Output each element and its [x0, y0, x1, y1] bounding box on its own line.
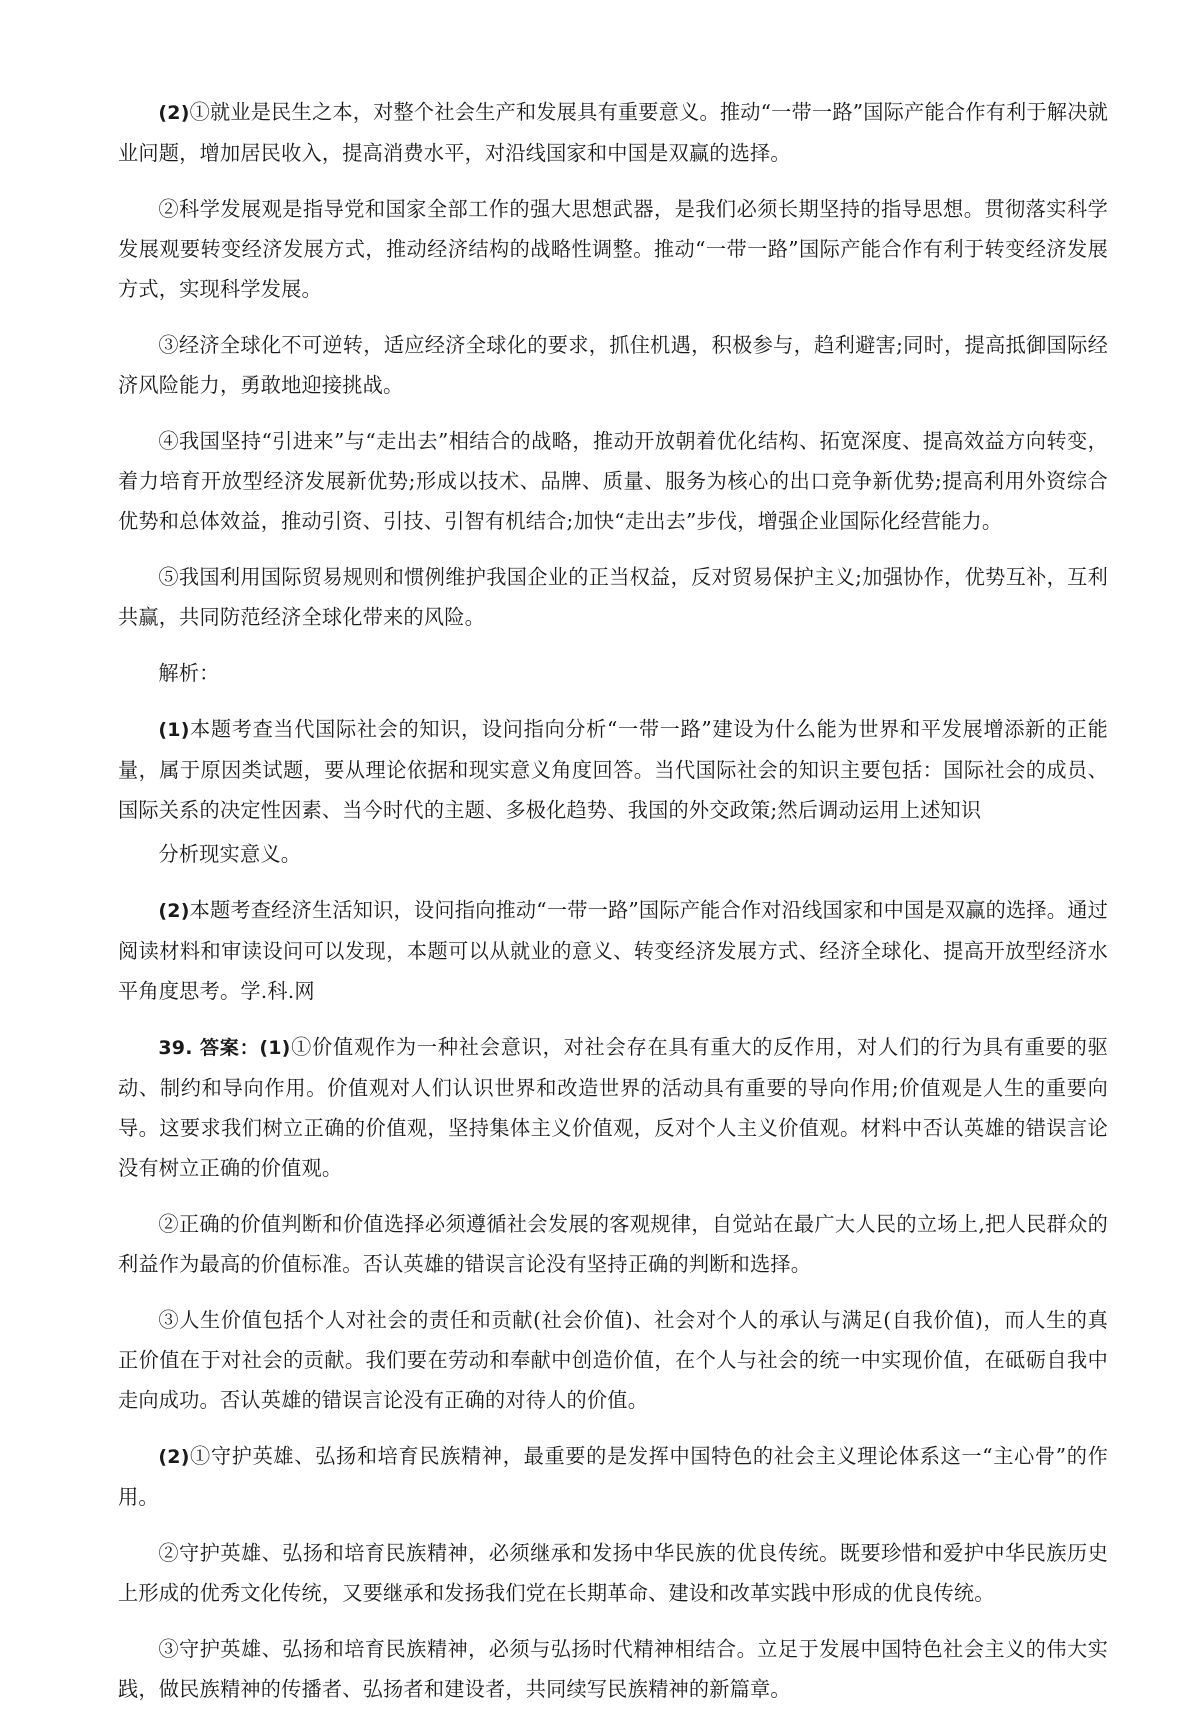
paragraph-text: ①守护英雄、弘扬和培育民族精神，最重要的是发挥中国特色的社会主义理论体系这一“主心骨”的作用。	[118, 1444, 1108, 1509]
paragraph-text: ②正确的价值判断和价值选择必须遵循社会发展的客观规律，自觉站在最广大人民的立场上,把人民群众的利益作为最高的价值标准。否认英雄的错误言论没有坚持正确的判断和选择。	[118, 1212, 1108, 1276]
paragraph-text: 本题考查经济生活知识，设问指向推动“一带一路”国际产能合作对沿线国家和中国是双赢的选择。通过阅读材料和审读设问可以发现，本题可以从就业的意义、转变经济发展方式、经济全球化、提高开放型经济水平角度思考。学.科.网	[118, 898, 1108, 1003]
paragraph-text: ③经济全球化不可逆转，适应经济全球化的要求，抓住机遇，积极参与，趋利避害;同时，提高抵御国际经济风险能力，勇敢地迎接挑战。	[118, 333, 1108, 397]
answer-39-paragraph-2-1	[118, 1436, 1108, 1517]
document-page	[118, 92, 1108, 1725]
answer-paragraph-2-2	[118, 189, 1108, 309]
analysis-heading	[118, 653, 1108, 693]
item-number: (2)	[158, 1446, 190, 1468]
paragraph-text: 解析：	[158, 661, 220, 685]
paragraph-text: ①价值观作为一种社会意识，对社会存在具有重大的反作用，对人们的行为具有重要的驱动、制约和导向作用。价值观对人们认识世界和改造世界的活动具有重要的导向作用;价值观是人生的重要向导。这要求我们树立正确的价值观，坚持集体主义价值观，反对个人主义价值观。材料中否认英雄的错误言论没有树立正确的价值观。	[118, 1035, 1108, 1180]
paragraph-text: ③人生价值包括个人对社会的责任和贡献(社会价值)、社会对个人的承认与满足(自我价值)，而人生的真正价值在于对社会的贡献。我们要在劳动和奉献中创造价值，在个人与社会的统一中实现价值，在砥砺自我中走向成功。否认英雄的错误言论没有正确的对待人的价值。	[118, 1308, 1108, 1412]
answer-paragraph-2-3	[118, 325, 1108, 405]
answer-paragraph-2-1	[118, 92, 1108, 173]
item-number: (1)	[158, 719, 190, 741]
answer-paragraph-2-4	[118, 421, 1108, 541]
answer-paragraph-2-5	[118, 557, 1108, 637]
paragraph-text: ④我国坚持“引进来”与“走出去”相结合的战略，推动开放朝着优化结构、拓宽深度、提高效益方向转变，着力培育开放型经济发展新优势;形成以技术、品牌、质量、服务为核心的出口竞争新优势;提高利用外资综合优势和总体效益，推动引资、引技、引智有机结合;加快“走出去”步伐，增强企业国际化经营能力。	[118, 429, 1108, 533]
paragraph-text: ②科学发展观是指导党和国家全部工作的强大思想武器，是我们必须长期坚持的指导思想。贯彻落实科学发展观要转变经济发展方式，推动经济结构的战略性调整。推动“一带一路”国际产能合作有利于转变经济发展方式，实现科学发展。	[118, 197, 1108, 301]
answer-39-paragraph-2-2	[118, 1533, 1108, 1613]
analysis-paragraph-1-continued	[118, 834, 1108, 874]
paragraph-text: ①就业是民生之本，对整个社会生产和发展具有重要意义。推动“一带一路”国际产能合作有利于解决就业问题，增加居民收入，提高消费水平，对沿线国家和中国是双赢的选择。	[118, 100, 1108, 165]
answer-39-paragraph-1-3	[118, 1300, 1108, 1420]
question-number: 39. 答案：(1)	[158, 1037, 291, 1059]
answer-39-paragraph-2-3	[118, 1629, 1108, 1709]
paragraph-text: 本题考查当代国际社会的知识，设问指向分析“一带一路”建设为什么能为世界和平发展增添新的正能量，属于原因类试题，要从理论依据和现实意义角度回答。当代国际社会的知识主要包括：国际社会的成员、国际关系的决定性因素、当今时代的主题、多极化趋势、我国的外交政策;然后调动运用上述知识	[118, 717, 1108, 822]
analysis-paragraph-2	[118, 890, 1108, 1011]
paragraph-text: ②守护英雄、弘扬和培育民族精神，必须继承和发扬中华民族的优良传统。既要珍惜和爱护中华民族历史上形成的优秀文化传统，又要继承和发扬我们党在长期革命、建设和改革实践中形成的优良传统。	[118, 1541, 1108, 1605]
item-number: (2)	[158, 102, 190, 124]
paragraph-text: ⑤我国利用国际贸易规则和惯例维护我国企业的正当权益，反对贸易保护主义;加强协作，优势互补，互利共赢，共同防范经济全球化带来的风险。	[118, 565, 1108, 629]
paragraph-text: 分析现实意义。	[158, 842, 302, 866]
item-number: (2)	[158, 900, 190, 922]
paragraph-text: ③守护英雄、弘扬和培育民族精神，必须与弘扬时代精神相结合。立足于发展中国特色社会主义的伟大实践，做民族精神的传播者、弘扬者和建设者，共同续写民族精神的新篇章。	[118, 1637, 1108, 1701]
answer-39-paragraph-1-1	[118, 1027, 1108, 1188]
answer-39-paragraph-1-2	[118, 1204, 1108, 1284]
analysis-paragraph-1	[118, 709, 1108, 830]
